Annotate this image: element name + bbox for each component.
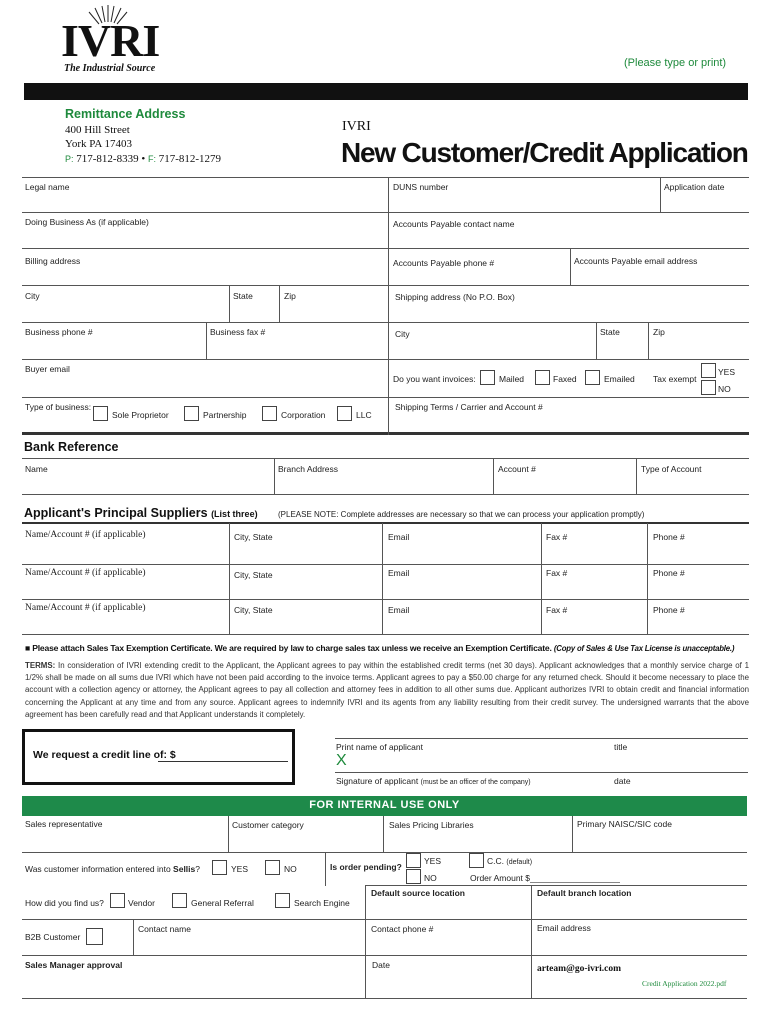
bank-account-field[interactable]: Account # bbox=[498, 464, 536, 474]
duns-field[interactable]: DUNS number bbox=[393, 182, 449, 192]
supplier-3-email[interactable]: Email bbox=[388, 605, 410, 615]
ar-email: arteam@go-ivri.com bbox=[537, 964, 622, 974]
sign-date-field[interactable]: date bbox=[614, 776, 631, 786]
b2b-label: B2B Customer bbox=[25, 932, 81, 942]
state-field[interactable]: State bbox=[233, 291, 253, 301]
supplier-2-email[interactable]: Email bbox=[388, 568, 410, 578]
credit-request-label: We request a credit line of: $ bbox=[33, 749, 176, 761]
search-engine-checkbox[interactable] bbox=[275, 893, 290, 908]
legal-name-field[interactable]: Legal name bbox=[25, 182, 70, 192]
llc-checkbox[interactable] bbox=[337, 406, 352, 421]
pending-no-label: NO bbox=[424, 873, 437, 883]
entered-yes-checkbox[interactable] bbox=[212, 860, 227, 875]
app-date-field[interactable]: Application date bbox=[664, 182, 725, 192]
bank-type-field[interactable]: Type of Account bbox=[641, 464, 702, 474]
pricing-field[interactable]: Sales Pricing Libraries bbox=[389, 820, 474, 830]
pending-yes-label: YES bbox=[424, 856, 442, 866]
pending-no-checkbox[interactable] bbox=[406, 869, 421, 884]
vendor-label: Vendor bbox=[128, 898, 155, 908]
sole-checkbox[interactable] bbox=[93, 406, 108, 421]
partnership-label: Partnership bbox=[203, 410, 247, 420]
form-title: New Customer/Credit Application bbox=[341, 137, 748, 168]
title-field[interactable]: title bbox=[614, 742, 628, 752]
bank-title: Bank Reference bbox=[24, 440, 119, 454]
supplier-2-fax[interactable]: Fax # bbox=[546, 568, 568, 578]
pending-question: Is order pending? bbox=[330, 862, 402, 872]
ship-zip-field[interactable]: Zip bbox=[653, 327, 665, 337]
supplier-1-email[interactable]: Email bbox=[388, 532, 410, 542]
supplier-1-fax[interactable]: Fax # bbox=[546, 532, 568, 542]
ap-email-field[interactable]: Accounts Payable email address bbox=[574, 256, 698, 266]
source-location-field[interactable]: Default source location bbox=[371, 888, 465, 898]
search-engine-label: Search Engine bbox=[294, 898, 350, 908]
ap-contact-field[interactable]: Accounts Payable contact name bbox=[393, 219, 515, 229]
remit-title: Remittance Address bbox=[65, 107, 186, 121]
tax-exempt-label: Tax exempt bbox=[653, 374, 697, 384]
city-field[interactable]: City bbox=[25, 291, 40, 301]
emailed-label: Emailed bbox=[604, 374, 635, 384]
signature-field[interactable]: Signature of applicant (must be an officer of the company) bbox=[336, 776, 531, 786]
find-us-question: How did you find us? bbox=[25, 898, 104, 908]
cc-checkbox[interactable] bbox=[469, 853, 484, 868]
invoice-question: Do you want invoices: bbox=[393, 374, 476, 384]
referral-checkbox[interactable] bbox=[172, 893, 187, 908]
supplier-1-phone[interactable]: Phone # bbox=[653, 532, 685, 542]
corporation-label: Corporation bbox=[281, 410, 326, 420]
biz-phone-field[interactable]: Business phone # bbox=[25, 327, 93, 337]
supplier-3-fax[interactable]: Fax # bbox=[546, 605, 568, 615]
biz-type-label: Type of business: bbox=[25, 402, 92, 412]
corporation-checkbox[interactable] bbox=[262, 406, 277, 421]
mailed-checkbox[interactable] bbox=[480, 370, 495, 385]
entered-yes-label: YES bbox=[231, 864, 249, 874]
supplier-2-phone[interactable]: Phone # bbox=[653, 568, 685, 578]
print-note: (Please type or print) bbox=[624, 57, 727, 69]
supplier-1-name[interactable]: Name/Account # (if applicable) bbox=[25, 530, 146, 540]
faxed-label: Faxed bbox=[553, 374, 577, 384]
ship-city-field[interactable]: City bbox=[395, 329, 410, 339]
tax-yes-label: YES bbox=[718, 367, 736, 377]
order-amount-field[interactable]: Order Amount $ bbox=[470, 873, 531, 883]
header-bar bbox=[24, 83, 748, 100]
emailed-checkbox[interactable] bbox=[585, 370, 600, 385]
pending-yes-checkbox[interactable] bbox=[406, 853, 421, 868]
approval-date-field[interactable]: Date bbox=[372, 960, 390, 970]
branch-location-field[interactable]: Default branch location bbox=[537, 888, 632, 898]
supplier-1-city[interactable]: City, State bbox=[234, 532, 273, 542]
terms-text: TERMS: In consideration of IVRI extending credit to the Applicant, the Applicant agrees to pay within the established credit terms (net 30 days). Applicant acknowledges that a monthly service charge of 1 1/2% shall be made on all sums due IVRI which have not been paid according to the invoice terms. Applicant agrees to pay a $50.00 charge for any returned check. Should it become necessary to place the account with a collection agency or attorney, the Applicant agrees to pay all collection and attorney fees in addition to all other sums due. Applicant authorizes IVRI to obtain credit and financial information concerning the Applicant at any time and from any source. Applicant agrees to indemnify IVRI and its agents from any liability resulting from their credit survey. The undersigned warrants that the above agreement has been carefully read and that Applicant understands it completely. bbox=[25, 661, 749, 719]
suppliers-note: (PLEASE NOTE: Complete addresses are necessary so that we can process your application promptly) bbox=[278, 510, 645, 519]
supplier-3-name[interactable]: Name/Account # (if applicable) bbox=[25, 603, 146, 613]
llc-label: LLC bbox=[356, 410, 372, 420]
remit-city: York PA 17403 bbox=[65, 138, 132, 150]
contact-phone-field[interactable]: Contact phone # bbox=[371, 924, 434, 934]
supplier-2-name[interactable]: Name/Account # (if applicable) bbox=[25, 568, 146, 578]
buyer-email-field[interactable]: Buyer email bbox=[25, 364, 70, 374]
internal-banner-text: FOR INTERNAL USE ONLY bbox=[309, 799, 460, 811]
sales-rep-field[interactable]: Sales representative bbox=[25, 819, 103, 829]
print-name-field[interactable]: Print name of applicant bbox=[336, 742, 423, 752]
logo-tagline: The Industrial Source bbox=[64, 63, 156, 74]
ship-state-field[interactable]: State bbox=[600, 327, 620, 337]
supplier-3-phone[interactable]: Phone # bbox=[653, 605, 685, 615]
dba-field[interactable]: Doing Business As (if applicable) bbox=[25, 217, 149, 227]
entered-question: Was customer information entered into Sellis? bbox=[25, 864, 200, 874]
faxed-checkbox[interactable] bbox=[535, 370, 550, 385]
tax-notice: ■ Please attach Sales Tax Exemption Certificate. We are required by law to charge sales tax unless we receive an Exemption Certificate. (Copy of Sales & Use Tax License is unacceptable.) bbox=[25, 643, 735, 653]
remit-contacts: P: 717-812-8339 • F: 717-812-1279 bbox=[65, 153, 222, 165]
suppliers-title: Applicant's Principal Suppliers (List three) bbox=[24, 506, 258, 520]
ap-phone-field[interactable]: Accounts Payable phone # bbox=[393, 258, 495, 268]
entered-no-checkbox[interactable] bbox=[265, 860, 280, 875]
ship-terms-field[interactable]: Shipping Terms / Carrier and Account # bbox=[395, 402, 543, 412]
partnership-checkbox[interactable] bbox=[184, 406, 199, 421]
cc-label: C.C. (default) bbox=[487, 856, 533, 866]
supplier-3-city[interactable]: City, State bbox=[234, 605, 273, 615]
mailed-label: Mailed bbox=[499, 374, 525, 384]
tax-no-label: NO bbox=[718, 384, 731, 394]
b2b-checkbox[interactable] bbox=[86, 928, 103, 945]
supplier-2-city[interactable]: City, State bbox=[234, 570, 273, 580]
biz-fax-field[interactable]: Business fax # bbox=[210, 327, 266, 337]
vendor-checkbox[interactable] bbox=[110, 893, 125, 908]
contact-name-field[interactable]: Contact name bbox=[138, 924, 191, 934]
zip-field[interactable]: Zip bbox=[284, 291, 296, 301]
logo-text: IVRI bbox=[61, 15, 160, 66]
bank-name-field[interactable]: Name bbox=[25, 464, 48, 474]
contact-email-field[interactable]: Email address bbox=[537, 923, 591, 933]
billing-field[interactable]: Billing address bbox=[25, 256, 81, 266]
approval-field[interactable]: Sales Manager approval bbox=[25, 960, 123, 970]
tax-yes-checkbox[interactable] bbox=[701, 363, 716, 378]
entered-no-label: NO bbox=[284, 864, 297, 874]
sole-label: Sole Proprietor bbox=[112, 410, 169, 420]
referral-label: General Referral bbox=[191, 898, 254, 908]
cust-cat-field[interactable]: Customer category bbox=[232, 820, 304, 830]
footer-filename: Credit Application 2022.pdf bbox=[642, 979, 727, 988]
bank-branch-field[interactable]: Branch Address bbox=[278, 464, 339, 474]
naisc-field[interactable]: Primary NAISC/SIC code bbox=[577, 819, 672, 829]
tax-no-checkbox[interactable] bbox=[701, 380, 716, 395]
signature-x-mark: X bbox=[336, 752, 347, 769]
company-name: IVRI bbox=[342, 119, 371, 134]
shipping-field[interactable]: Shipping address (No P.O. Box) bbox=[395, 292, 515, 302]
remit-street: 400 Hill Street bbox=[65, 124, 130, 136]
